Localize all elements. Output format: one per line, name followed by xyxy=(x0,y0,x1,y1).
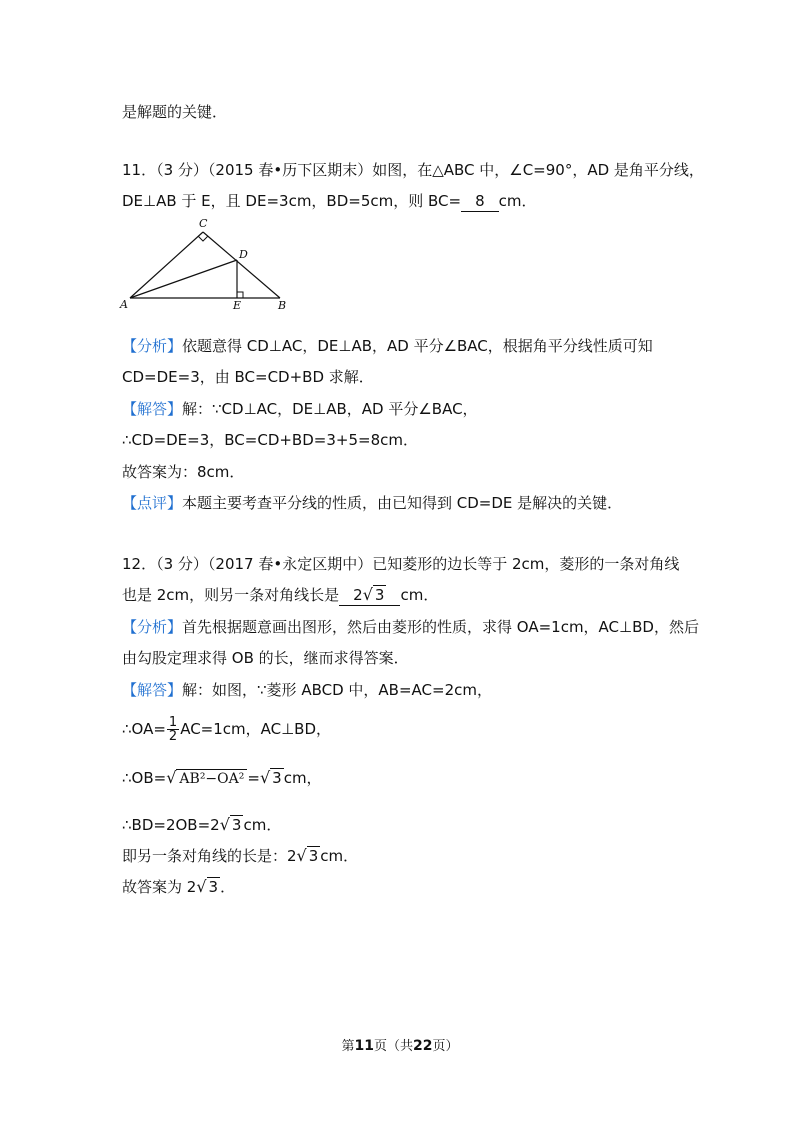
q11-solution-text: 解：∵CD⊥AC，DE⊥AB，AD 平分∠BAC， xyxy=(182,400,478,418)
footer-total-pages: 22 xyxy=(413,1038,433,1054)
q12-sol4-radicand: 3 xyxy=(231,816,242,834)
q12-sol5-radicand: 3 xyxy=(308,847,319,865)
edge-ac xyxy=(130,232,203,298)
q12-fraction-half xyxy=(167,716,179,743)
q12-sol2-pre: ∴OA= xyxy=(122,720,166,738)
q11-analysis-line1 xyxy=(122,336,653,356)
q12-sol2-post: AC=1cm，AC⊥BD， xyxy=(180,720,332,738)
page-footer xyxy=(0,1035,800,1054)
q11-solution-line2: ∴CD=DE=3，BC=CD+BD=3+5=8cm． xyxy=(122,431,418,449)
q12-sol6-radicand: 3 xyxy=(208,878,219,896)
label-b: B xyxy=(278,299,287,312)
edge-cb xyxy=(203,232,280,298)
q11-analysis-text: 依题意得 CD⊥AC，DE⊥AB，AD 平分∠BAC，根据角平分线性质可知 xyxy=(182,337,653,355)
q11-stem-line1: 11．（3 分）（2015 春•历下区期末）如图，在△ABC 中，∠C=90°，AD 是角平分线， xyxy=(122,161,704,179)
intro-line: 是解题的关键． xyxy=(122,103,228,121)
q12-answer-sqrt xyxy=(363,585,387,605)
q12-sol5-sqrt xyxy=(297,846,321,866)
q12-answer-coef: 2 xyxy=(353,586,363,604)
q12-sqrt-ab-oa xyxy=(166,764,247,793)
q12-solution-line6 xyxy=(122,877,235,897)
q12-solution-line4 xyxy=(122,815,281,835)
q12-analysis-tag: 【分析】 xyxy=(122,618,183,636)
q12-sqrt3-radicand: 3 xyxy=(272,769,282,787)
q12-sol4-post: cm． xyxy=(243,816,282,834)
q12-answer-radicand: 3 xyxy=(374,586,385,604)
q12-sol5-post: cm． xyxy=(320,847,359,865)
q12-sol6-pre: 故答案为 2 xyxy=(122,878,197,896)
q11-comment-tag: 【点评】 xyxy=(122,494,183,512)
q12-solution-tag: 【解答】 xyxy=(122,681,183,699)
q11-solution-line1 xyxy=(122,399,478,419)
q12-stem-unit: cm． xyxy=(400,586,439,604)
q12-stem-line2 xyxy=(122,585,438,606)
label-e: E xyxy=(233,299,242,312)
q12-sol6-post: ． xyxy=(220,878,236,896)
q12-solution-line3 xyxy=(122,764,322,793)
q12-sol3-post: cm， xyxy=(283,769,322,787)
q12-analysis-text: 首先根据题意画出图形，然后由菱形的性质，求得 OA=1cm，AC⊥BD，然后 xyxy=(182,618,699,636)
q12-sol5-pre: 即另一条对角线的长是：2 xyxy=(122,847,297,865)
q12-sol6-sqrt xyxy=(196,877,220,897)
fraction-denominator: 2 xyxy=(168,729,178,744)
q11-triangle-figure xyxy=(118,213,298,313)
segment-ad xyxy=(130,260,237,298)
q11-stem-line2 xyxy=(122,191,536,212)
radical-sign-icon: √ xyxy=(296,846,307,865)
footer-page-number: 11 xyxy=(354,1038,374,1054)
label-d: D xyxy=(239,248,248,261)
q12-stem-text: 也是 2cm，则另一条对角线长是 xyxy=(122,586,340,604)
q11-answer-blank: 8 xyxy=(461,191,499,212)
radical-sign-icon: √ xyxy=(196,877,207,896)
footer-mid: 页（共 xyxy=(373,1039,413,1054)
right-angle-e xyxy=(237,292,243,298)
q12-analysis-line1 xyxy=(122,617,699,637)
q12-solution-text: 解：如图，∵菱形 ABCD 中，AB=AC=2cm， xyxy=(182,681,492,699)
radical-sign-icon: √ xyxy=(219,815,230,834)
radical-sign-icon: √ xyxy=(362,585,373,604)
q12-sqrt-3 xyxy=(260,764,284,792)
q12-sol3-eq: = xyxy=(247,769,260,787)
q12-solution-line2 xyxy=(122,712,331,746)
q12-analysis-line2: 由勾股定理求得 OB 的长，继而求得答案． xyxy=(122,649,409,667)
q12-answer-blank xyxy=(339,585,400,606)
label-a: A xyxy=(120,298,128,311)
q11-stem-text: DE⊥AB 于 E，且 DE=3cm，BD=5cm，则 BC= xyxy=(122,192,462,210)
footer-pre: 第 xyxy=(341,1039,355,1054)
q11-analysis-tag: 【分析】 xyxy=(122,337,183,355)
q12-sol4-pre: ∴BD=2OB=2 xyxy=(122,816,220,834)
q12-sol3-pre: ∴OB= xyxy=(122,769,167,787)
radical-sign-icon: √ xyxy=(259,768,271,787)
q12-stem-line1: 12．（3 分）（2017 春•永定区期中）已知菱形的边长等于 2cm，菱形的一条对角线 xyxy=(122,555,680,573)
q12-sol4-sqrt xyxy=(220,815,244,835)
q11-comment-line xyxy=(122,493,622,513)
q11-solution-tag: 【解答】 xyxy=(122,400,183,418)
q12-solution-line5 xyxy=(122,846,358,866)
radical-sign-icon: √ xyxy=(166,768,177,787)
fraction-numerator: 1 xyxy=(168,715,178,730)
q11-stem-unit: cm． xyxy=(498,192,537,210)
q11-analysis-line2: CD=DE=3，由 BC=CD+BD 求解． xyxy=(122,368,374,386)
q11-comment-text: 本题主要考查平分线的性质，由已知得到 CD=DE 是解决的关键． xyxy=(182,494,623,512)
q12-solution-line1 xyxy=(122,680,492,700)
footer-post: 页） xyxy=(432,1039,459,1054)
q11-solution-line3: 故答案为：8cm． xyxy=(122,463,245,481)
label-c: C xyxy=(199,217,208,230)
right-angle-c xyxy=(198,236,208,241)
q12-sqrt-radicand: AB²−OA² xyxy=(176,769,247,787)
